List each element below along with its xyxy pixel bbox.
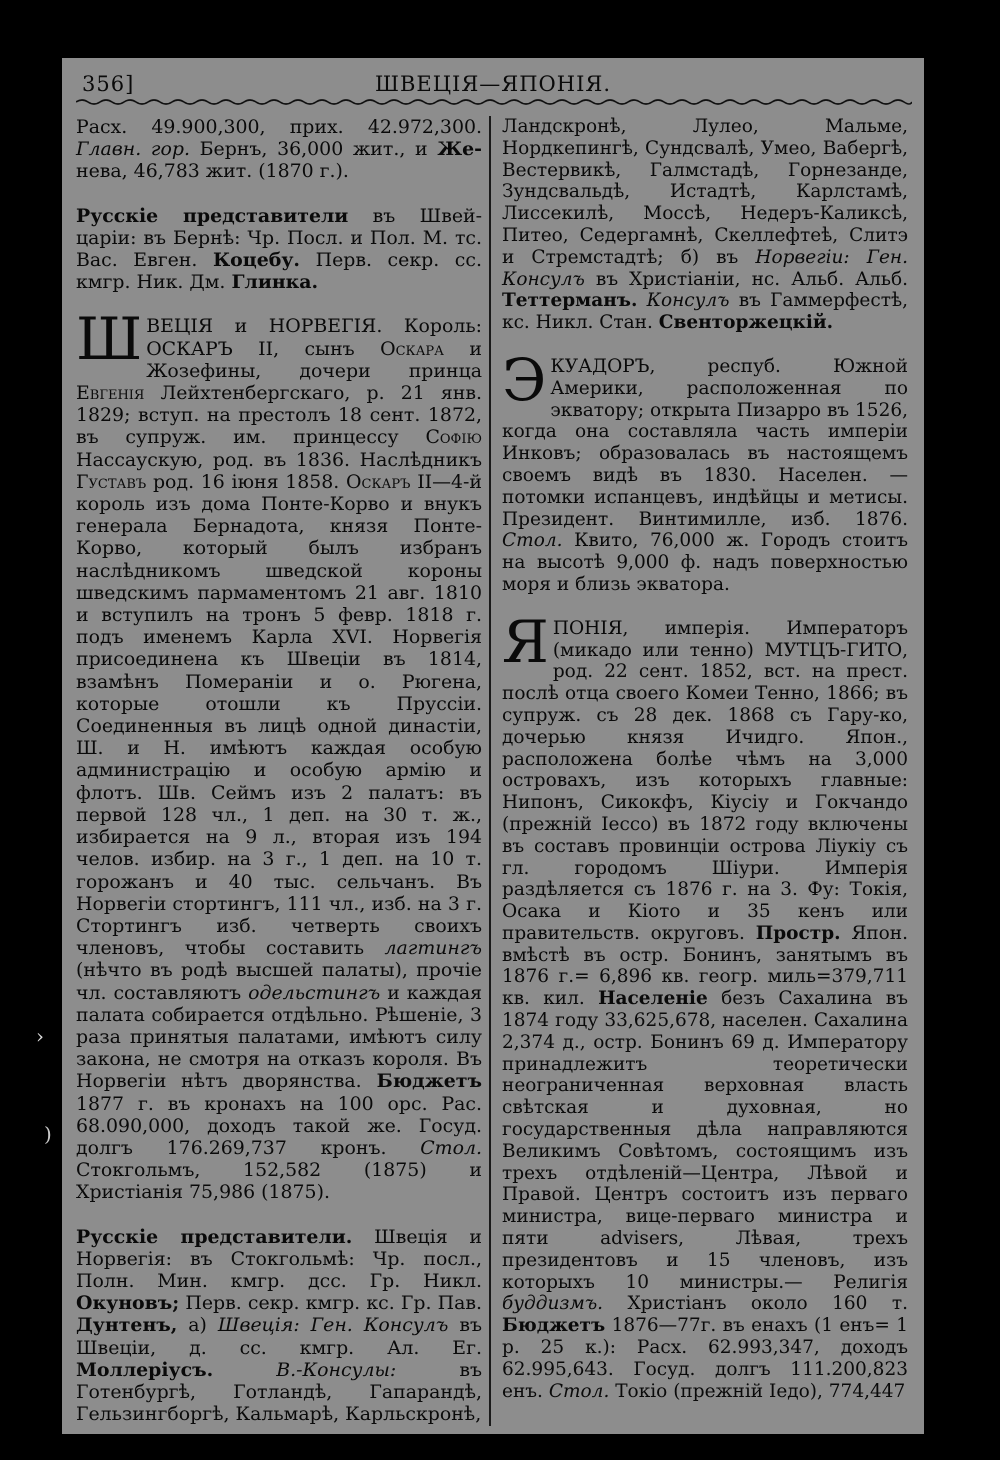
drop-capital: Я <box>502 607 549 676</box>
sweden-norway-article <box>76 305 482 1204</box>
italic-term: В.-Консулы: <box>276 1358 397 1381</box>
text: Япон. вмѣстѣ въ остр. Бонинъ, занятымъ въ 1876 г.= 6,896 кв. геогр. миль=379,711 кв. кил. <box>502 922 908 1010</box>
paragraph <box>502 607 908 1403</box>
text: въ Христіаніи, нс. Альб. Альб. <box>595 268 908 290</box>
text: 1877 г. въ кронахъ на 100 орс. Рас. 68.090,000, доходъ такой же. Госуд. долгъ 176.269,737 кронъ. <box>76 1092 482 1159</box>
text: въ Швеціи, д. сс. кмгр. Ал. Ег. <box>76 1314 482 1359</box>
consuls-continued <box>502 116 908 334</box>
text: имперія. Императоръ (микадо или тенно) МУТЦЪ-ГИТО, род. 22 сент. 1852, вст. на прест. послѣ отца своего Комеи Тенно, 1866; въ супруж. съ 28 дек. 1868 съ Гару-ко, дочерью князя Ичидго. Япон., расположена болѣе чѣмъ на 3,000 островахъ, изъ которыхъ главные: Нипонъ, Сикокфъ, Кіусіу и Гокчандо (прежній Іессо) въ 1872 году включены въ составъ провинціи острова Ліукіу съ гл. городомъ Шіури. Имперія раздѣляется съ 1876 г. на 3. Фу: Токія, Осака и Кіото и 35 кенъ или правительств. округовъ. <box>502 617 908 944</box>
page-title: ШВЕЦІЯ—ЯПОНІЯ. <box>374 72 612 96</box>
text: род. 16 іюня 1858. <box>152 470 340 493</box>
budget-label: Бюджетъ <box>502 1315 606 1337</box>
text: Оскара <box>380 337 445 360</box>
swiss-representatives <box>76 205 482 294</box>
capital-label: Стол. <box>420 1136 482 1159</box>
person-name: Окуновъ; <box>76 1292 180 1315</box>
page-number: 356] <box>82 72 135 96</box>
text: Квито, 76,000 ж. Городъ стоитъ на высотѣ 9,000 ф. надъ поверхностью моря и близь экватора. <box>502 530 908 595</box>
text: (нѣчто въ родѣ высшей палаты), прочіе чл. составляютъ <box>76 959 482 1004</box>
paragraph <box>76 305 482 1204</box>
text: респуб. Южной Америки, расположенная по экватору; открыта Пизарро въ 1526, когда она составляла часть имперіи Инковъ; образовалась въ настоящемъ своемъ видѣ въ 1830. Населен. — потомки испанцевъ, индѣйцы и метисы. Президент. Винтимилле, изб. 1876. <box>502 355 908 530</box>
text: Стокгольмъ, 152,582 (1875) и Христіанія 75,986 (1875). <box>76 1159 482 1204</box>
text: Лейхтенбергскаго, р. 21 янв. 1829; вступ. на престолъ 18 сент. 1872, въ супруж. им. принцессу <box>76 382 482 449</box>
text: безъ Сахалина въ 1874 году 33,625,678, населен. Сахалина 2,374 д., остр. Бонинъ 69 д. Императору принадлежитъ теоретически неограниченная верховная власть свѣтская и духовная, но государственныя дѣла направляются Великимъ Совѣтомъ, состоящимъ изъ трехъ отдѣленій—Центра, Лѣвой и Правой. Центръ состоитъ изъ перваго министра, вице-перваго министра и пяти advisers, Лѣвая, трехъ президентовъ и 15 членовъ, изъ которыхъ 10 министры.— Религія <box>502 988 908 1293</box>
population-label: Населеніе <box>598 988 708 1010</box>
text: въ Готенбургѣ, Готландѣ, Гапарандѣ, Гельзингборгѣ, Кальмарѣ, Карльскронѣ, <box>76 1358 482 1426</box>
section-heading: Русскіе представители. <box>76 1225 353 1248</box>
text: и каждая палата собирается отдѣльно. Рѣшеніе, 3 раза принятыя палатами, имѣютъ силу закона, не смотря на отказъ короля. Въ Норвегіи нѣтъ дворянства. <box>76 981 482 1093</box>
text: и Жозефины, дочери принца <box>146 337 482 382</box>
paragraph <box>502 116 908 334</box>
italic-term: Швеція: Ген. Консулъ <box>217 1314 449 1337</box>
text: нева, 46,783 жит. (1870 г.). <box>76 160 349 183</box>
text: Швеція и Норвегія: въ Стокгольмѣ: Чр. посл., Полн. Мин. кмгр. дсс. Гр. Никл. <box>76 1225 482 1292</box>
text: Перв. секр. сс. кмгр. Ник. Дм. <box>76 249 482 294</box>
italic-term: Консулъ <box>646 290 730 312</box>
person-name: Коцебу. <box>212 249 301 272</box>
city-name: Же- <box>437 138 482 161</box>
budget-label: Бюджетъ <box>376 1070 482 1093</box>
text: II—4-й король изъ дома Понте-Корво и внукъ генерала Бернадота, князя Понте-Корво, который былъ избранъ наслѣдникомъ шведской короны шведскимъ пармаментомъ 21 авг. 1810 и вступилъ на тронъ 5 февр. 1818 г. подъ именемъ Карла XVI. Норвегія присоединена къ Швеціи въ 1814, взамѣнъ Помераніи и о. Рюгена, которые отошли къ Пруссіи. Соединенныя въ лицѣ одной династіи, Ш. и Н. имѣютъ каждая особую администрацію и особую армію и флотъ. Шв. Сеймъ изъ 2 палатъ: въ первой 128 чл., 1 деп. на 30 т. ж., избирается на 9 л., вторая изъ 194 челов. избир. на 3 г., 1 деп. на 10 т. горожанъ и 40 тыс. сельчанъ. Въ Норвегіи стортингъ, 111 чл., изб. на 3 г. Стортингъ изб. четверть своихъ членовъ, чтобы составить <box>76 470 482 960</box>
text: Евгенія <box>76 382 145 405</box>
drop-capital: Э <box>502 345 547 414</box>
text: Оскаръ <box>346 470 411 493</box>
swedish-representatives <box>76 1226 482 1426</box>
paragraph <box>502 345 908 596</box>
person-name: Глинка. <box>231 271 319 294</box>
margin-mark: ) <box>44 1122 52 1146</box>
italic-term: лагтингъ <box>384 937 482 960</box>
text: Расх. 49.900,300, прих. 42.972,300. <box>76 116 482 138</box>
italic-term: одельстингъ <box>248 981 381 1004</box>
text: Нассаускую, род. въ 1836. Наслѣдникъ <box>76 448 482 471</box>
area-label: Простр. <box>755 922 841 944</box>
column-divider <box>489 116 491 1426</box>
italic-term: Норвегіи: Ген. Консулъ <box>502 246 908 290</box>
paragraph <box>76 1226 482 1426</box>
text: Ландскронѣ, Лулео, Мальме, Нордкепингѣ, Сундсвалѣ, Умео, Вабергѣ, Вестервикѣ, Галмстадѣ, Горнезанде, Зундсвальдѣ, Истадтѣ, Карлстамѣ, Лиссекилѣ, Моссѣ, Недеръ-Каликсѣ, Питео, Седергамнѣ, Скеллефтеѣ, Слитэ и Стремстадтѣ; б) въ <box>502 116 908 268</box>
capital-label: Главн. гор. <box>76 138 190 161</box>
text: Перв. секр. кмгр. кс. Гр. Пав. <box>185 1292 482 1315</box>
section-heading: Русскіе представители <box>76 204 349 227</box>
person-name: Свенторжецкій. <box>658 312 834 334</box>
text: въ Гаммерфестѣ, кс. Никл. Стан. <box>502 290 908 334</box>
japan-article <box>502 607 908 1403</box>
text: въ Швей-царіи: въ Бернѣ: Чр. Посл. и Пол. М. тс. Вас. Евген. <box>76 204 482 272</box>
left-column <box>76 116 482 1425</box>
text: Бернъ, 36,000 жит., и <box>199 138 428 161</box>
article-title: ПОНІЯ, <box>552 617 629 639</box>
switzerland-tail <box>76 116 482 183</box>
article-title: ВЕЦІЯ и НОРВЕГІЯ. <box>146 315 383 338</box>
capital-label: Стол. <box>502 530 563 552</box>
paragraph <box>76 116 482 183</box>
running-header <box>62 66 924 102</box>
person-name: Теттерманъ. <box>502 290 638 312</box>
text: Христіанъ около 160 т. <box>627 1293 908 1315</box>
text: Софію <box>425 426 482 449</box>
drop-capital: Ш <box>76 305 143 374</box>
text: Токіо (прежній Іедо), 774,447 <box>615 1380 906 1402</box>
ecuador-article <box>502 345 908 596</box>
text: Густавъ <box>76 470 147 493</box>
text: а) <box>188 1314 207 1337</box>
person-name: Дунтенъ, <box>76 1314 178 1337</box>
person-name: Моллеріусъ. <box>76 1358 214 1381</box>
wavy-rule <box>76 98 912 106</box>
capital-label: Стол. <box>548 1380 610 1402</box>
text: Король: ОСКАРЪ II, сынъ <box>146 315 482 360</box>
book-page <box>62 58 924 1434</box>
paragraph <box>76 205 482 294</box>
margin-mark: › <box>36 1024 44 1048</box>
text: 1876—77г. въ енахъ (1 енъ= 1 р. 25 к.): Расх. 62.993,347, доходъ 62.995,643. Госуд. долгъ 111.200,823 енъ. <box>502 1315 908 1402</box>
article-title: КУАДОРЪ, <box>550 355 656 377</box>
right-column <box>502 116 908 1402</box>
italic-term: буддизмъ. <box>502 1293 604 1315</box>
